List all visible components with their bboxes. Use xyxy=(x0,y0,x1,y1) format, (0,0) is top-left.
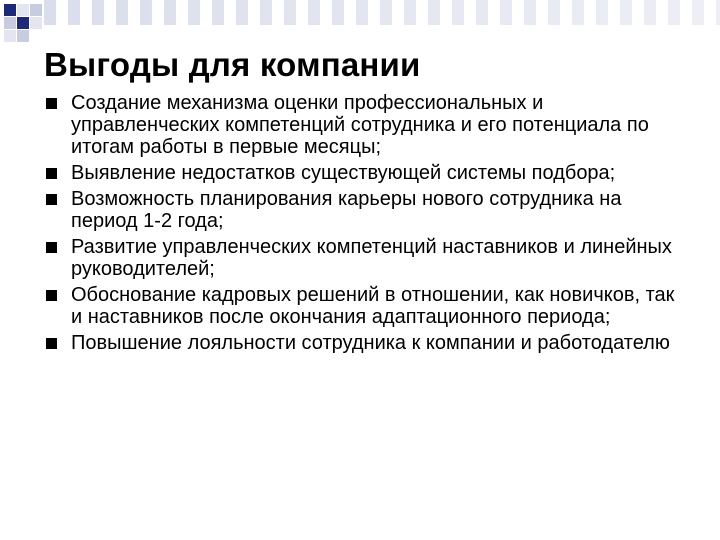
bullet-text: Развитие управленческих компетенций наставников и линейных руководителей; xyxy=(71,236,672,280)
decor-square xyxy=(30,4,42,16)
bullet-text: Обоснование кадровых решений в отношении, как новичков, так и наставников после окончания адаптационного периода; xyxy=(71,284,675,328)
square-bullet-icon xyxy=(46,290,57,301)
square-bullet-icon xyxy=(46,168,57,179)
list-item xyxy=(42,162,682,184)
list-item xyxy=(42,332,682,354)
square-bullet-icon xyxy=(46,242,57,253)
decor-square xyxy=(4,17,16,29)
decor-square xyxy=(4,4,16,16)
square-bullet-icon xyxy=(46,338,57,349)
decor-strip xyxy=(44,0,720,25)
list-item xyxy=(42,236,682,280)
list-item xyxy=(42,188,682,232)
bullet-text: Повышение лояльности сотрудника к компании и работодателю xyxy=(71,332,670,354)
decor-square xyxy=(4,30,16,42)
square-bullet-icon xyxy=(46,98,57,109)
square-bullet-icon xyxy=(46,194,57,205)
decor-square xyxy=(17,30,29,42)
bullet-text: Выявление недостатков существующей системы подбора; xyxy=(71,162,616,184)
bullet-list xyxy=(42,92,682,358)
decor-square xyxy=(30,17,42,29)
bullet-text: Создание механизма оценки профессиональных и управленческих компетенций сотрудника и его потенциала по итогам работы в первые месяцы; xyxy=(71,92,649,158)
decor-square xyxy=(17,4,29,16)
slide-title: Выгоды для компании xyxy=(44,46,421,83)
list-item xyxy=(42,92,682,158)
list-item xyxy=(42,284,682,328)
bullet-text: Возможность планирования карьеры нового сотрудника на период 1-2 года; xyxy=(71,188,622,232)
decor-square xyxy=(17,17,29,29)
